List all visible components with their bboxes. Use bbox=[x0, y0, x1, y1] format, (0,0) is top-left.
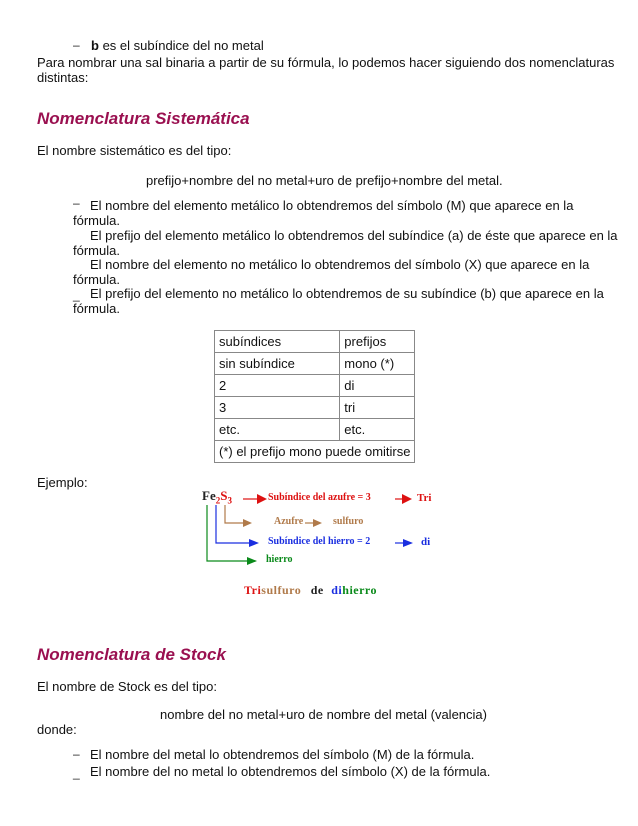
sistematica-tipo-label: El nombre sistemático es del tipo: bbox=[37, 143, 232, 158]
row3-result: di bbox=[421, 536, 431, 548]
name-hierro: hierro bbox=[342, 583, 378, 597]
red-arrow-icon bbox=[257, 494, 267, 504]
sistematica-item4-line2: fórmula. bbox=[73, 301, 120, 316]
table-cell: tri bbox=[340, 397, 415, 419]
table-cell: di bbox=[340, 375, 415, 397]
intro-line2: distintas: bbox=[37, 70, 89, 85]
sistematica-formula: prefijo+nombre del no metal+uro de prefijo+nombre del metal. bbox=[146, 173, 503, 188]
stock-tipo-label: El nombre de Stock es del tipo: bbox=[37, 679, 217, 694]
ejemplo-label: Ejemplo: bbox=[37, 475, 88, 490]
bullet-underscore-icon: _ bbox=[73, 288, 80, 302]
table-cell: 2 bbox=[215, 375, 340, 397]
table-cell: 3 bbox=[215, 397, 340, 419]
sistematica-item2-line2: fórmula. bbox=[73, 243, 120, 258]
bullet-b-text: es el subíndice del no metal bbox=[98, 38, 264, 53]
row2-result: sulfuro bbox=[333, 516, 364, 527]
prefijos-table bbox=[214, 330, 415, 463]
table-cell: sin subíndice bbox=[215, 353, 340, 375]
row2-text: Azufre bbox=[274, 516, 304, 527]
green-line bbox=[207, 505, 247, 561]
row4-text: hierro bbox=[266, 554, 293, 565]
stock-item2: El nombre del no metal lo obtendremos del símbolo (X) de la fórmula. bbox=[90, 764, 491, 779]
name-sulfuro: sulfuro bbox=[261, 583, 302, 597]
stock-formula: nombre del no metal+uro de nombre del metal (valencia) bbox=[160, 707, 487, 722]
sistematica-item1-line2: fórmula. bbox=[73, 213, 120, 228]
row3-text: Subíndice del hierro = 2 bbox=[268, 536, 371, 547]
green-arrow-icon bbox=[247, 557, 257, 565]
sistematica-item2-line1: El prefijo del elemento metálico lo obtendremos del subíndice (a) de éste que aparece en la bbox=[90, 228, 618, 243]
name-di: di bbox=[331, 583, 343, 597]
formula-sub2: 2 bbox=[215, 495, 221, 506]
stock-item1: El nombre del metal lo obtendremos del símbolo (M) de la fórmula. bbox=[90, 747, 475, 762]
bullet-b-line bbox=[91, 38, 264, 54]
table-row bbox=[215, 331, 415, 353]
sistematica-item4-line1: El prefijo del elemento no metálico lo obtendremos de su subíndice (b) que aparece en la bbox=[90, 286, 604, 301]
brown-arrow-icon bbox=[313, 519, 322, 527]
sistematica-item3-line1: El nombre del elemento no metálico lo obtendremos del símbolo (X) que aparece en la bbox=[90, 257, 590, 272]
brown-arrow-icon bbox=[243, 519, 252, 527]
table-row bbox=[215, 375, 415, 397]
brown-line-a bbox=[225, 505, 243, 523]
intro-line1: Para nombrar una sal binaria a partir de su fórmula, lo podemos hacer siguiendo dos nomenclaturas bbox=[37, 55, 615, 70]
name-de: de bbox=[310, 583, 324, 597]
sistematica-item1-line1: El nombre del elemento metálico lo obtendremos del símbolo (M) que aparece en la bbox=[90, 198, 574, 213]
table-row bbox=[215, 441, 415, 463]
heading-stock: Nomenclatura de Stock bbox=[37, 645, 226, 664]
formula-fe: Fe bbox=[202, 488, 216, 503]
formula-s: S bbox=[220, 488, 228, 503]
blue-arrow-icon bbox=[403, 539, 413, 547]
row1-text: Subíndice del azufre = 3 bbox=[268, 492, 371, 503]
red-arrow-icon bbox=[402, 494, 412, 504]
table-cell: etc. bbox=[215, 419, 340, 441]
row1-result: Tri bbox=[417, 492, 432, 504]
diagram-result-name bbox=[244, 583, 377, 598]
table-cell: etc. bbox=[340, 419, 415, 441]
name-tri: Tri bbox=[244, 583, 262, 597]
bullet-dash-icon: – bbox=[73, 196, 80, 210]
blue-arrow-icon bbox=[249, 539, 259, 547]
heading-sistematica: Nomenclatura Sistemática bbox=[37, 109, 250, 128]
bullet-underscore-icon: _ bbox=[73, 766, 80, 780]
table-cell: prefijos bbox=[340, 331, 415, 353]
table-cell: subíndices bbox=[215, 331, 340, 353]
table-footnote: (*) el prefijo mono puede omitirse bbox=[215, 441, 415, 463]
table-row bbox=[215, 353, 415, 375]
stock-donde: donde: bbox=[37, 722, 77, 737]
table-cell: mono (*) bbox=[340, 353, 415, 375]
table-row bbox=[215, 397, 415, 419]
bold-b: b bbox=[91, 38, 99, 53]
bullet-dash-icon: – bbox=[73, 747, 80, 761]
formula-sub3: 3 bbox=[227, 495, 232, 506]
table-row bbox=[215, 419, 415, 441]
sistematica-item3-line2: fórmula. bbox=[73, 272, 120, 287]
bullet-dash-icon: – bbox=[73, 38, 80, 52]
